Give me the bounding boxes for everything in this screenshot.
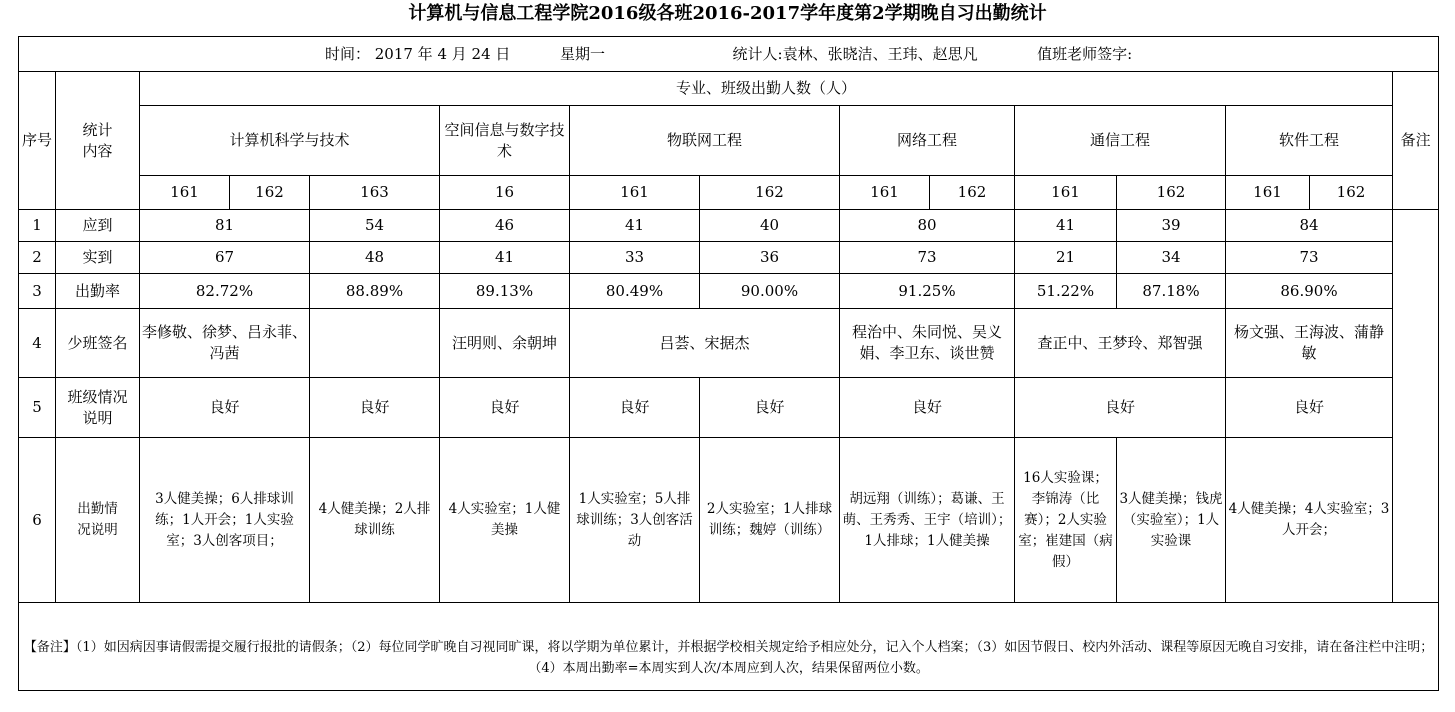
- attendance-row: [19, 438, 1439, 603]
- row-number: 3: [19, 274, 56, 309]
- stats-people: 统计人:袁林、张晓洁、王玮、赵思凡: [732, 44, 978, 63]
- value-cell: 54: [310, 210, 440, 242]
- situation-cell: 良好: [840, 378, 1015, 438]
- rate-row: [19, 274, 1439, 309]
- class-cell: 161: [1226, 176, 1310, 210]
- value-cell: 84: [1226, 210, 1393, 242]
- rate-cell: 86.90%: [1226, 274, 1393, 309]
- info-cell: [19, 37, 1439, 72]
- time-label: 时间：: [324, 44, 370, 63]
- rate-cell: 88.89%: [310, 274, 440, 309]
- value-cell: 48: [310, 242, 440, 274]
- absent-row: [19, 309, 1439, 378]
- remark-header: 备注: [1393, 72, 1439, 210]
- row-number: 5: [19, 378, 56, 438]
- value-cell: 41: [440, 242, 570, 274]
- value-cell: 41: [570, 210, 700, 242]
- class-cell: 163: [310, 176, 440, 210]
- row-label: 出勤情况说明: [56, 438, 140, 603]
- absent-names: 汪明则、余朝坤: [440, 309, 570, 378]
- class-cell: 16: [440, 176, 570, 210]
- class-cell: 162: [700, 176, 840, 210]
- absent-names: 程治中、朱同悦、吴义娟、李卫东、谈世赞: [840, 309, 1015, 378]
- rate-cell: 91.25%: [840, 274, 1015, 309]
- row-number: 2: [19, 242, 56, 274]
- row-label: 出勤率: [56, 274, 140, 309]
- value-cell: 34: [1117, 242, 1226, 274]
- attendance-table: [18, 36, 1439, 691]
- header-row-1: [19, 72, 1439, 106]
- rate-cell: 89.13%: [440, 274, 570, 309]
- rate-cell: 87.18%: [1117, 274, 1226, 309]
- rate-cell: 90.00%: [700, 274, 840, 309]
- row-number: 6: [19, 438, 56, 603]
- situation-cell: 良好: [440, 378, 570, 438]
- attendance-cell: 胡远翔（训练）；葛谦、王萌、王秀秀、王宇（培训）；1人排球；1人健美操: [840, 438, 1015, 603]
- class-cell: 161: [140, 176, 230, 210]
- value-cell: 73: [840, 242, 1015, 274]
- remark-cell: [1393, 210, 1439, 603]
- value-cell: 39: [1117, 210, 1226, 242]
- absent-names: 查正中、王梦玲、郑智强: [1015, 309, 1226, 378]
- major-cs: 计算机科学与技术: [140, 106, 440, 176]
- value-cell: 33: [570, 242, 700, 274]
- weekday: 星期一: [559, 44, 605, 63]
- row-label: 少班签名: [56, 309, 140, 378]
- row-label: 实到: [56, 242, 140, 274]
- absent-names: [310, 309, 440, 378]
- value-cell: 46: [440, 210, 570, 242]
- situation-cell: 良好: [1226, 378, 1393, 438]
- attendance-cell: 4人健美操；4人实验室；3人开会；: [1226, 438, 1393, 603]
- content-header: 统计内容: [56, 72, 140, 210]
- class-cell: 162: [1117, 176, 1226, 210]
- major-software: 软件工程: [1226, 106, 1393, 176]
- value-cell: 67: [140, 242, 310, 274]
- class-cell: 161: [1015, 176, 1117, 210]
- due-row: [19, 210, 1439, 242]
- attendance-cell: 1人实验室；5人排球训练；3人创客活动: [570, 438, 700, 603]
- value-cell: 81: [140, 210, 310, 242]
- notes-cell: [19, 603, 1439, 691]
- actual-row: [19, 242, 1439, 274]
- notes-row: [19, 603, 1439, 691]
- absent-names: 杨文强、王海波、蒲静敏: [1226, 309, 1393, 378]
- rate-cell: 51.22%: [1015, 274, 1117, 309]
- situation-cell: 良好: [700, 378, 840, 438]
- teacher-signature-label: 值班老师签字:: [1037, 44, 1133, 63]
- row-number: 1: [19, 210, 56, 242]
- rate-cell: 82.72%: [140, 274, 310, 309]
- row-label: 班级情况说明: [56, 378, 140, 438]
- attendance-cell: 16人实验课；李锦涛（比赛）；2人实验室；崔建国（病假）: [1015, 438, 1117, 603]
- notes-text: 【备注】（1）如因病因事请假需提交履行报批的请假条；（2）每位同学旷晚自习视同旷课，将以学期为单位累计，并根据学校相关规定给予相应处分，记入个人档案；（3）如因节假日、校内外活动、课程等原因无晚自习安排，请在备注栏中注明；（4）本周出勤率=本周实到人次/本周应到人次，结果保留两位小数。: [23, 639, 1434, 676]
- attendance-cell: 3人健美操；钱虎（实验室）；1人实验课: [1117, 438, 1226, 603]
- row-label: 应到: [56, 210, 140, 242]
- class-cell: 161: [840, 176, 930, 210]
- value-cell: 36: [700, 242, 840, 274]
- group-header: 专业、班级出勤人数（人）: [140, 72, 1393, 106]
- situation-row: [19, 378, 1439, 438]
- info-row: [19, 37, 1439, 72]
- situation-cell: 良好: [140, 378, 310, 438]
- absent-names: 李修敬、徐梦、吕永菲、冯茜: [140, 309, 310, 378]
- attendance-cell: 4人健美操；2人排球训练: [310, 438, 440, 603]
- class-cell: 162: [230, 176, 310, 210]
- major-spatial: 空间信息与数字技术: [440, 106, 570, 176]
- class-cell: 162: [1310, 176, 1393, 210]
- seq-header: 序号: [19, 72, 56, 210]
- value-cell: 80: [840, 210, 1015, 242]
- situation-cell: 良好: [310, 378, 440, 438]
- absent-names: 吕荟、宋据杰: [570, 309, 840, 378]
- class-row: [19, 176, 1439, 210]
- major-iot: 物联网工程: [570, 106, 840, 176]
- major-row: [19, 106, 1439, 176]
- attendance-cell: 4人实验室；1人健美操: [440, 438, 570, 603]
- rate-cell: 80.49%: [570, 274, 700, 309]
- class-cell: 161: [570, 176, 700, 210]
- value-cell: 73: [1226, 242, 1393, 274]
- major-telecom: 通信工程: [1015, 106, 1226, 176]
- attendance-cell: 3人健美操；6人排球训练；1人开会；1人实验室；3人创客项目；: [140, 438, 310, 603]
- value-cell: 41: [1015, 210, 1117, 242]
- value-cell: 40: [700, 210, 840, 242]
- sheet-title: 计算机与信息工程学院2016级各班2016-2017学年度第2学期晚自习出勤统计: [408, 3, 1047, 24]
- value-cell: 21: [1015, 242, 1117, 274]
- date-value: 2017 年 4 月 24 日: [374, 44, 511, 63]
- major-network: 网络工程: [840, 106, 1015, 176]
- class-cell: 162: [930, 176, 1015, 210]
- attendance-cell: 2人实验室；1人排球训练；魏婷（训练）: [700, 438, 840, 603]
- row-number: 4: [19, 309, 56, 378]
- situation-cell: 良好: [1015, 378, 1226, 438]
- situation-cell: 良好: [570, 378, 700, 438]
